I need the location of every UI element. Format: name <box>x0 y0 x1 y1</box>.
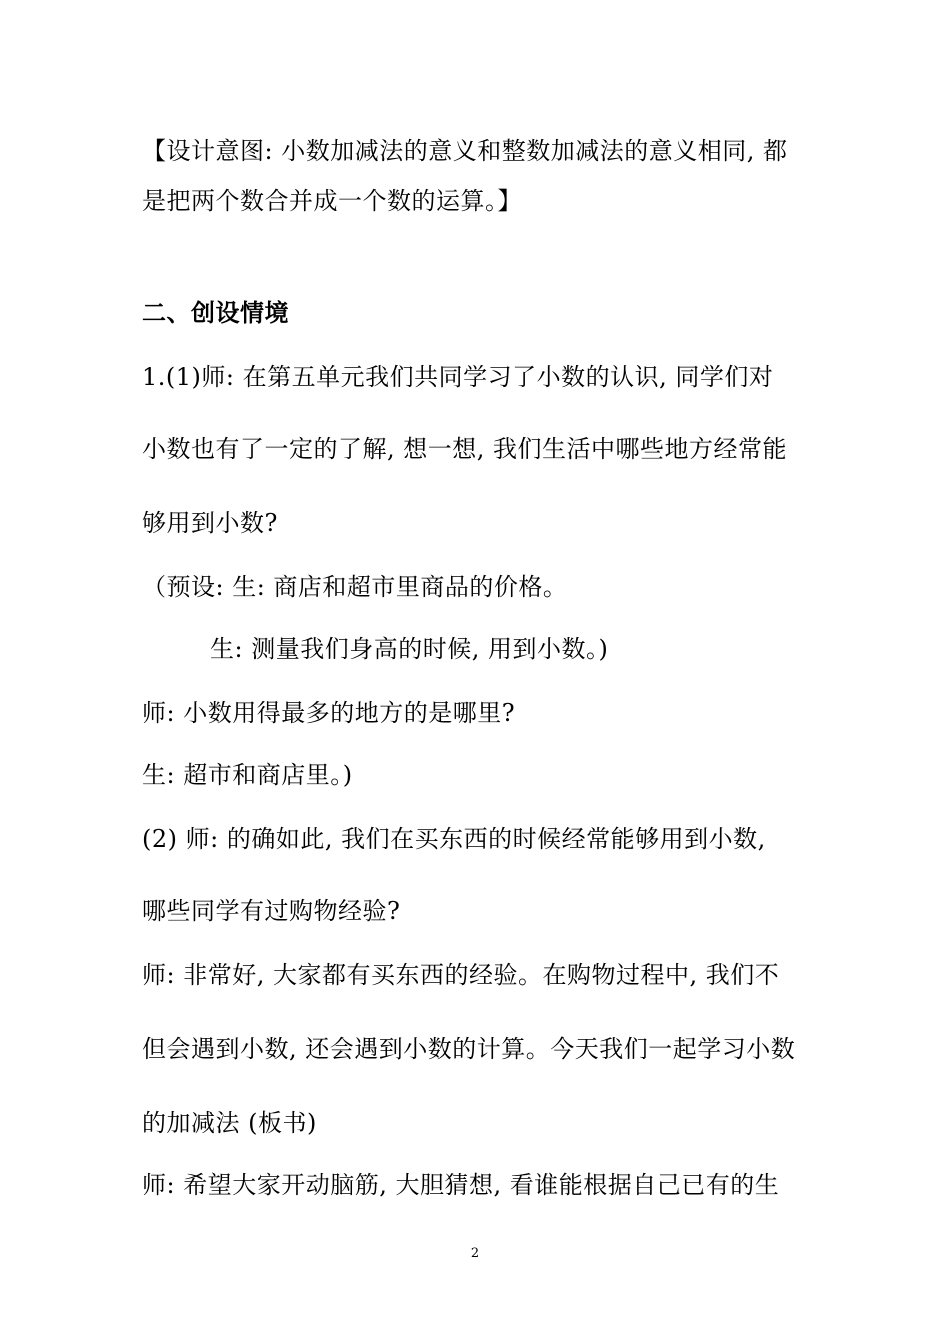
paragraph-line-5: 生: 测量我们身高的时候, 用到小数。) <box>210 635 609 663</box>
paragraph-line-8: (2) 师: 的确如此, 我们在买东西的时候经常能够用到小数, <box>142 825 766 853</box>
paragraph-line-10: 师: 非常好, 大家都有买东西的经验。在购物过程中, 我们不 <box>142 961 780 989</box>
paragraph-line-6: 师: 小数用得最多的地方的是哪里? <box>142 699 516 727</box>
paragraph-line-11: 但会遇到小数, 还会遇到小数的计算。今天我们一起学习小数 <box>142 1035 796 1063</box>
paragraph-line-2: 小数也有了一定的了解, 想一想, 我们生活中哪些地方经常能 <box>142 435 788 463</box>
paragraph-line-3: 够用到小数? <box>142 509 278 537</box>
paragraph-line-12: 的加减法 (板书) <box>142 1109 317 1137</box>
design-intent-line-2: 是把两个数合并成一个数的运算。】 <box>142 187 522 215</box>
section-heading: 二、创设情境 <box>142 299 289 327</box>
paragraph-line-4: （预设: 生: 商店和超市里商品的价格。 <box>142 573 568 601</box>
paragraph-line-9: 哪些同学有过购物经验? <box>142 897 401 925</box>
paragraph-line-1: 1.(1)师: 在第五单元我们共同学习了小数的认识, 同学们对 <box>142 363 774 391</box>
design-intent-line-1: 【设计意图: 小数加减法的意义和整数加减法的意义相同, 都 <box>142 137 788 165</box>
paragraph-line-7: 生: 超市和商店里。) <box>142 761 353 789</box>
page-number: 2 <box>470 1246 480 1261</box>
paragraph-line-13: 师: 希望大家开动脑筋, 大胆猜想, 看谁能根据自己已有的生 <box>142 1171 780 1199</box>
